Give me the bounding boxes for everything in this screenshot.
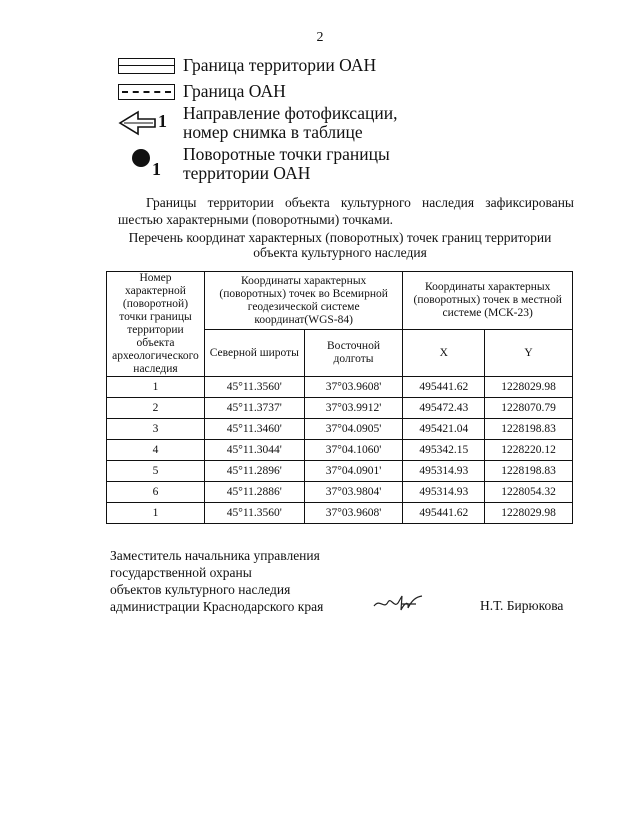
boundary-description-paragraph: Границы территории объекта культурного наследия зафиксированы шестью характерными (поворотными) точками. — [118, 195, 574, 227]
dashed-border-line-icon — [118, 84, 175, 100]
legend-label: Граница ОАН — [183, 81, 286, 101]
signer-name: Н.Т. Бирюкова — [480, 598, 564, 613]
column-header-y: Y — [485, 330, 573, 377]
signatory-position: Заместитель начальника управления государственной охраны объектов культурного наследия администрации Краснодарского края — [110, 548, 324, 614]
legend-item-oan-border — [118, 82, 286, 101]
legend-item-photo-direction — [118, 104, 397, 142]
table-row: 1 45°11.3560' 37°03.9608' 495441.62 1228029.98 — [107, 377, 573, 398]
column-header-wgs84: Координаты характерных (поворотных) точек во Всемирной геодезической системе координат(WGS-84) — [204, 272, 402, 330]
legend-item-turning-points — [118, 145, 390, 183]
column-header-x: X — [403, 330, 485, 377]
photo-direction-arrow-icon — [118, 108, 175, 138]
handwritten-signature — [372, 592, 424, 614]
table-title: Перечень координат характерных (поворотных) точек границ территории объекта культурного наследия — [128, 230, 552, 260]
legend-item-territory-border — [118, 56, 376, 75]
turning-point-dot-icon — [118, 147, 175, 181]
column-header-east-longitude: Восточной долготы — [304, 330, 403, 377]
table-row: 6 45°11.2886' 37°03.9804' 495314.93 1228054.32 — [107, 482, 573, 503]
table-row: 3 45°11.3460' 37°04.0905' 495421.04 1228198.83 — [107, 419, 573, 440]
legend-label: Поворотные точки границы территории ОАН — [183, 144, 390, 183]
legend-label: Граница территории ОАН — [183, 55, 377, 75]
point-number-marker: 1 — [152, 159, 161, 179]
table-row: 4 45°11.3044' 37°04.1060' 495342.15 1228220.12 — [107, 440, 573, 461]
column-header-msk23: Координаты характерных (поворотных) точек в местной системе (МСК-23) — [403, 272, 573, 330]
table-row: 1 45°11.3560' 37°03.9608' 495441.62 1228029.98 — [107, 503, 573, 524]
table-row: 2 45°11.3737' 37°03.9912' 495472.43 1228070.79 — [107, 398, 573, 419]
photo-number-marker: 1 — [158, 111, 167, 131]
coordinates-table — [106, 271, 573, 524]
column-header-point-number: Номер характерной (поворотной) точки границы территории объекта археологического наследия — [107, 272, 205, 377]
column-header-north-latitude: Северной широты — [204, 330, 304, 377]
legend-label: Направление фотофиксации, номер снимка в таблице — [183, 103, 398, 142]
solid-border-line-icon — [118, 58, 175, 74]
page-number: 2 — [316, 30, 324, 45]
table-row: 5 45°11.2896' 37°04.0901' 495314.93 1228198.83 — [107, 461, 573, 482]
